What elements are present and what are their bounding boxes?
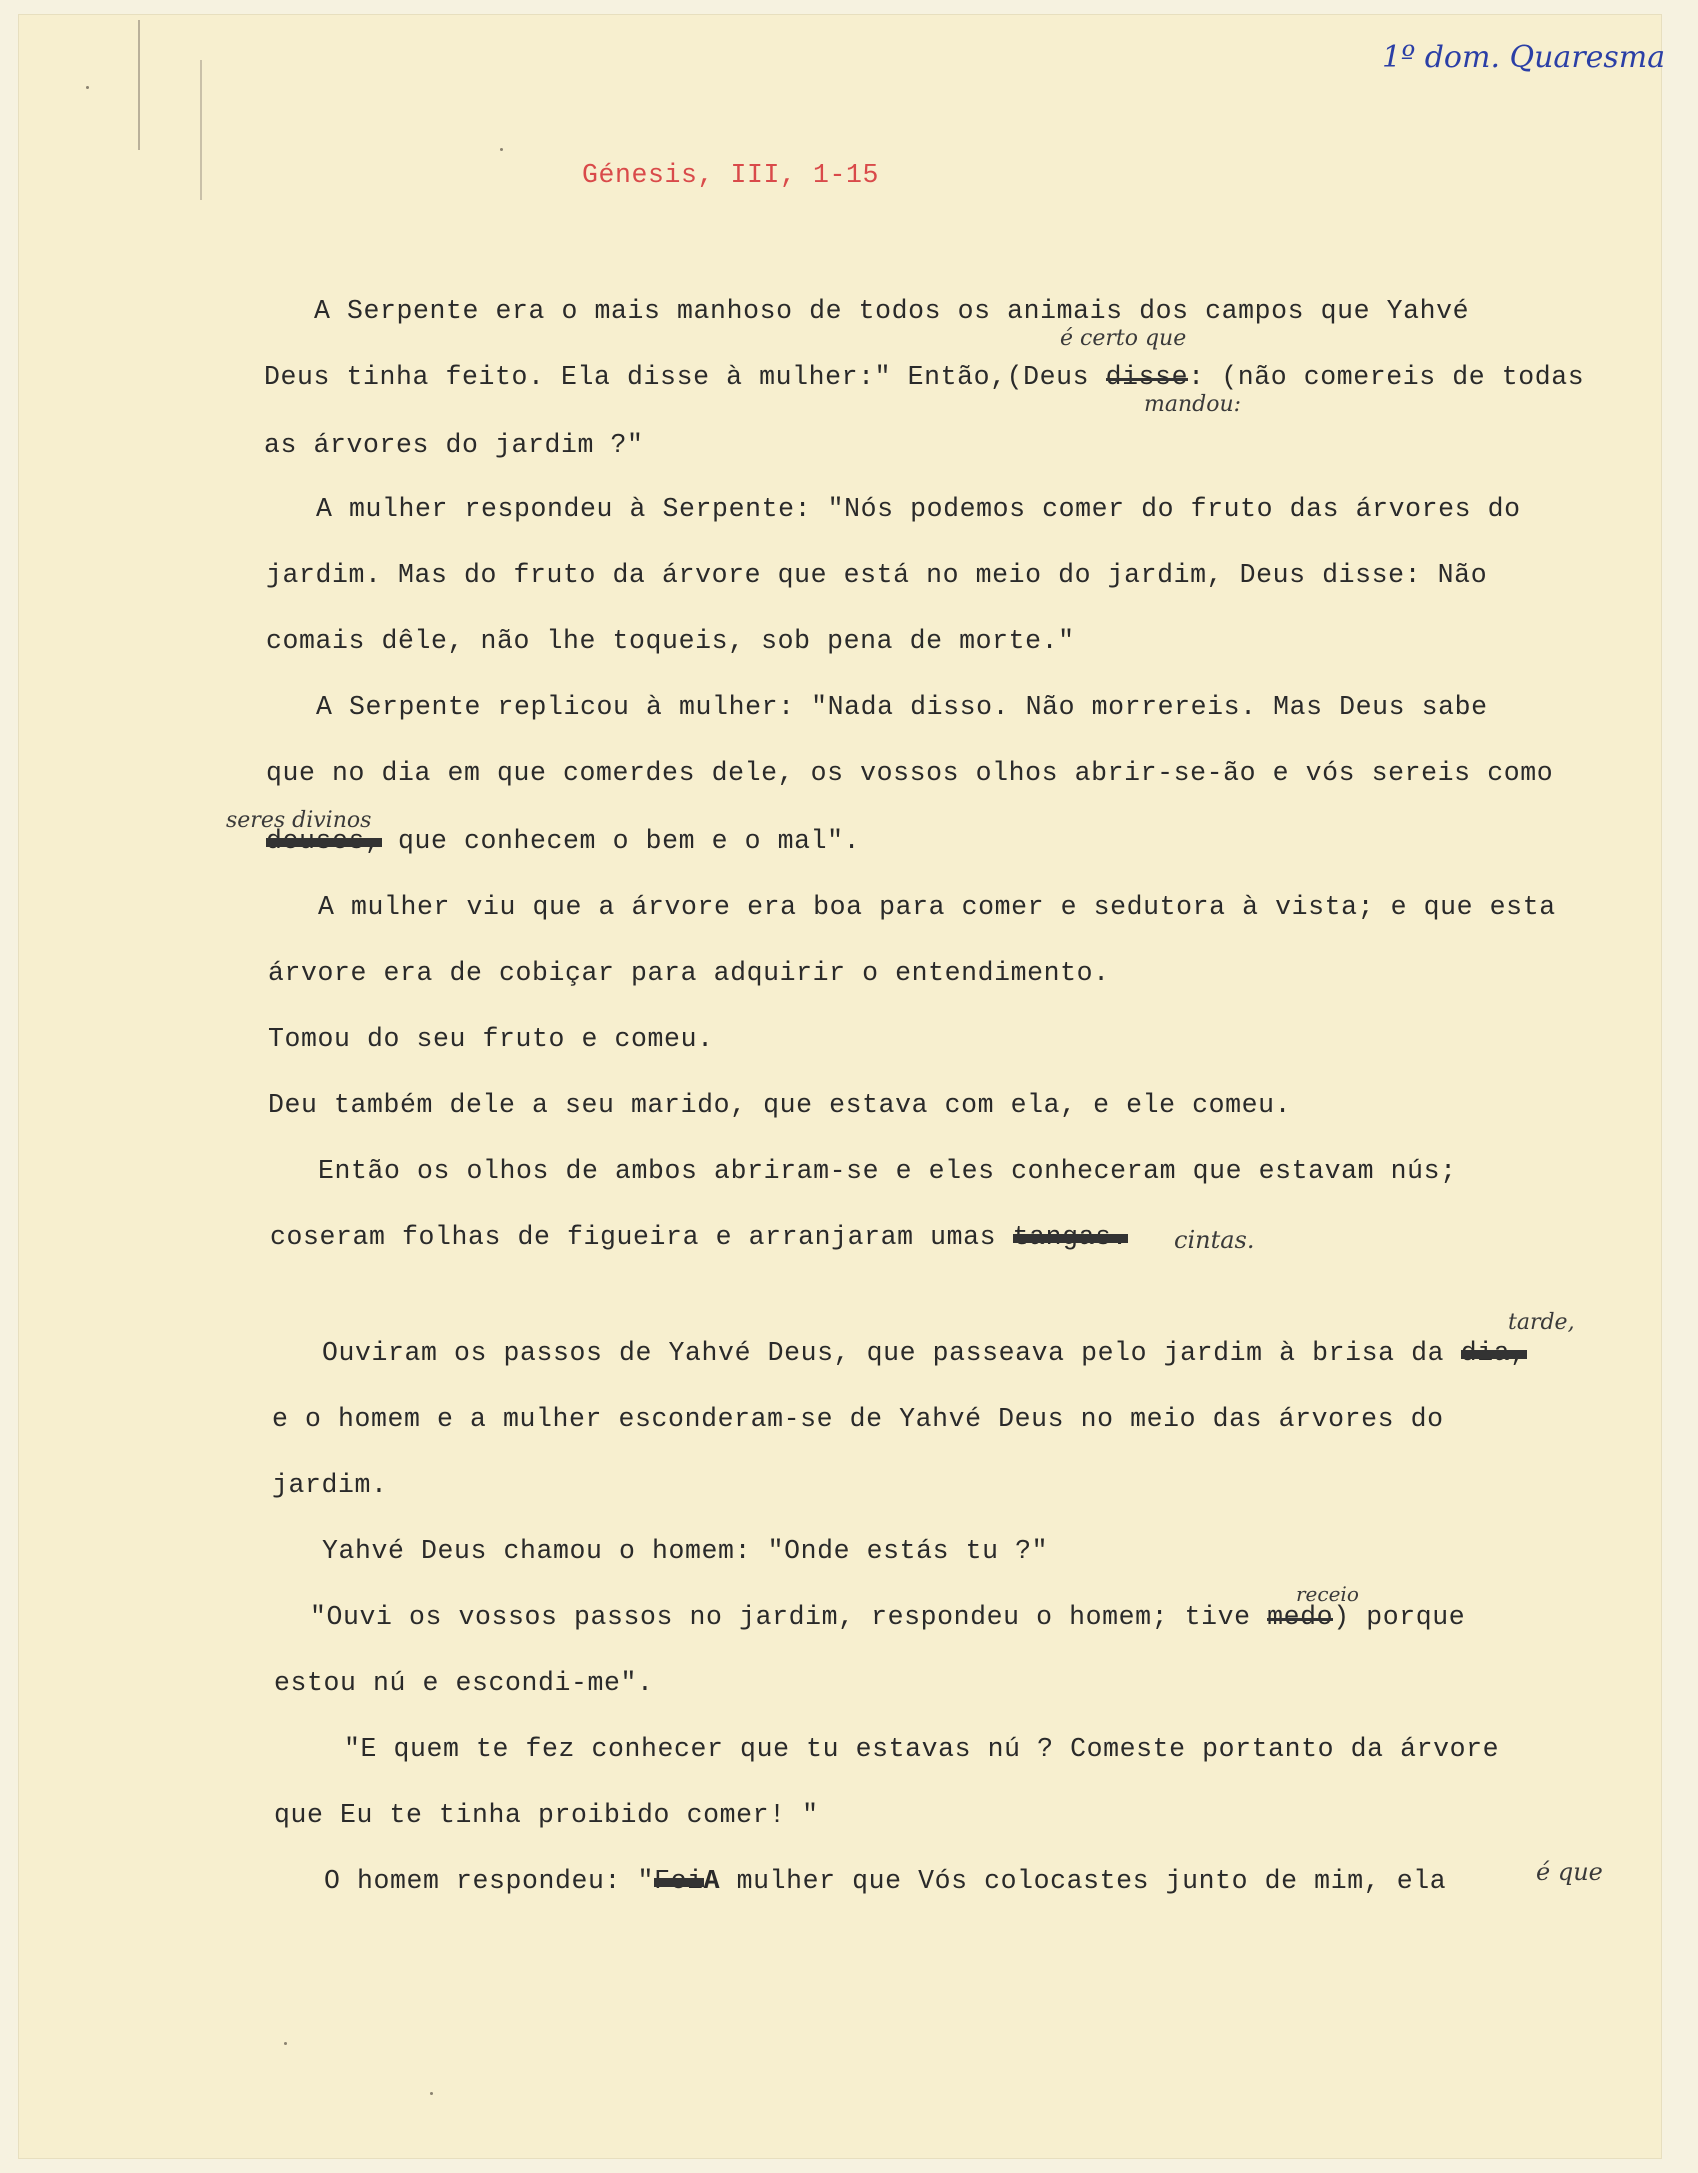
text-line: árvore era de cobiçar para adquirir o entendimento. <box>268 958 1110 988</box>
annotation-receio: receio <box>1296 1582 1359 1606</box>
text-line: Deu também dele a seu marido, que estava com ela, e ele comeu. <box>268 1090 1292 1120</box>
text-line: A Serpente replicou à mulher: "Nada disso. Não morrereis. Mas Deus sabe <box>316 692 1488 722</box>
text-line: e o homem e a mulher esconderam-se de Yahvé Deus no meio das árvores do <box>272 1404 1444 1434</box>
text-line: Tomou do seu fruto e comeu. <box>268 1024 714 1054</box>
text-segment: Deus tinha feito. Ela disse à mulher:" Então, <box>264 362 1007 392</box>
paper-speck <box>86 86 89 89</box>
staple-mark-lower <box>200 60 202 200</box>
text-segment: coseram folhas de figueira e arranjaram umas <box>270 1222 997 1252</box>
text-segment: (não comereis de todas <box>1221 362 1585 392</box>
struck-word: Foi <box>654 1866 704 1896</box>
text-line: estou nú e escondi-me". <box>274 1668 654 1698</box>
text-line: jardim. <box>272 1470 388 1500</box>
annotation-cintas: cintas. <box>1174 1226 1255 1254</box>
text-segment: : <box>1188 362 1205 392</box>
text-segment: O homem respondeu: " <box>324 1866 655 1896</box>
text-segment: A <box>703 1866 721 1896</box>
text-line: as árvores do jardim ?" <box>264 430 644 460</box>
paper-speck <box>430 2092 433 2095</box>
annotation-seres-divinos: seres divinos <box>226 808 372 833</box>
text-line: Yahvé Deus chamou o homem: "Onde estás tu ?" <box>322 1536 1049 1566</box>
annotation-e-certo-que: é certo que <box>1060 326 1187 351</box>
text-segment: Ouviram os passos de Yahvé Deus, que passeava pelo jardim à brisa da <box>322 1338 1445 1368</box>
text-line: Então os olhos de ambos abriram-se e eles conheceram que estavam nús; <box>318 1156 1457 1186</box>
annotation-mandou: mandou: <box>1144 392 1242 417</box>
text-segment: mulher que Vós colocastes junto de mim, ela <box>720 1866 1447 1896</box>
text-line <box>322 1338 1527 1368</box>
text-segment: que conhecem o bem e o mal". <box>381 826 861 856</box>
text-line: A mulher respondeu à Serpente: "Nós podemos comer do fruto das árvores do <box>316 494 1521 524</box>
text-line: A mulher viu que a árvore era boa para comer e sedutora à vista; e que esta <box>318 892 1556 922</box>
text-line <box>264 362 1584 392</box>
text-line: "Ouvi os vossos passos no jardim, respondeu o homem; tive medo) porque <box>310 1602 1466 1632</box>
text-line: "E quem te fez conhecer que tu estavas nú ? Comeste portanto da árvore <box>344 1734 1500 1764</box>
struck-word: disse <box>1105 362 1189 392</box>
paper-speck <box>284 2042 287 2045</box>
annotation-tarde: tarde, <box>1508 1310 1575 1335</box>
text-line <box>266 826 860 856</box>
text-line <box>270 1222 1128 1252</box>
struck-word: tangas. <box>1012 1222 1129 1252</box>
struck-word: deuses, <box>266 826 382 856</box>
text-line: que Eu te tinha proibido comer! " <box>274 1800 819 1830</box>
text-line: A Serpente era o mais manhoso de todos os animais dos campos que Yahvé <box>314 296 1470 326</box>
text-line: comais dêle, não lhe toqueis, sob pena de morte." <box>266 626 1075 656</box>
staple-mark-top <box>138 20 140 150</box>
paper-sheet <box>18 14 1662 2159</box>
struck-word: dia, <box>1460 1338 1527 1368</box>
text-line: que no dia em que comerdes dele, os vossos olhos abrir-se-ão e vós sereis como <box>266 758 1554 788</box>
annotation-e-que: é que <box>1536 1858 1603 1886</box>
paper-speck <box>500 148 503 151</box>
struck-word: medo <box>1267 1602 1334 1632</box>
text-segment: (Deus <box>1006 362 1090 392</box>
text-line <box>324 1866 1446 1896</box>
text-segment: "Ouvi os vossos passos no jardim, respondeu o homem; tive <box>310 1602 1251 1632</box>
margin-note: 1º dom. Quaresma <box>1382 40 1666 75</box>
text-segment: porque <box>1366 1602 1466 1632</box>
text-line: jardim. Mas do fruto da árvore que está no meio do jardim, Deus disse: Não <box>266 560 1488 590</box>
page-title: Génesis, III, 1-15 <box>582 160 880 190</box>
